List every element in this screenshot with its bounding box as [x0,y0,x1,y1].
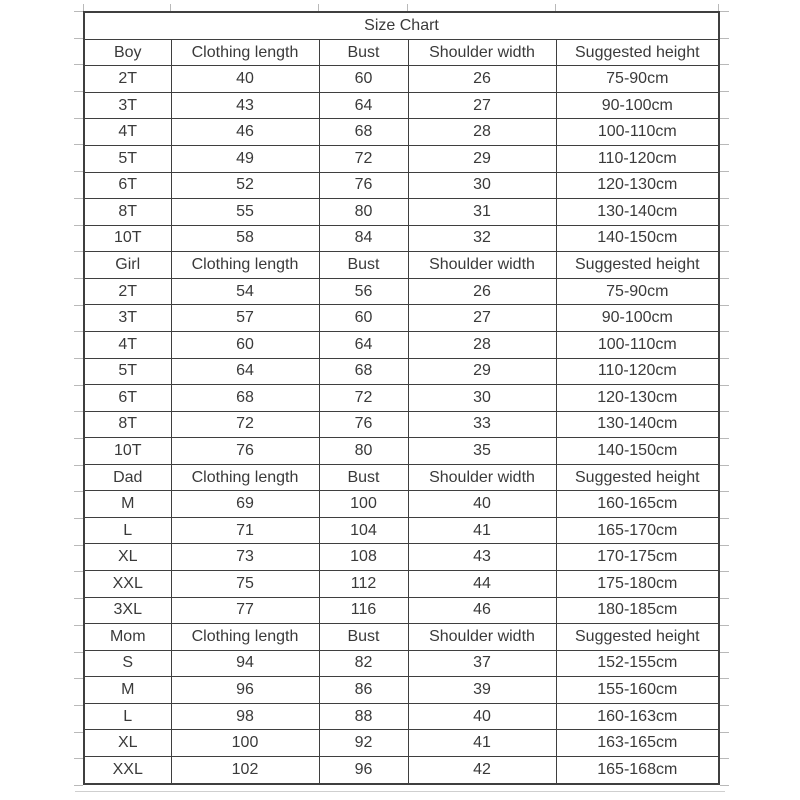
gridline-stub [720,251,729,252]
gridline-stub [720,598,729,599]
cell-value: 116 [319,597,408,624]
gridline-stub [74,251,83,252]
table-row [84,358,719,385]
cell-value: 68 [171,385,319,412]
table-row [84,571,719,598]
cell-value: 77 [171,597,319,624]
cell-value: 155-160cm [556,677,719,704]
cell-value: 58 [171,225,319,252]
gridline-stub [720,785,729,786]
cell-value: 26 [408,66,556,93]
table-row [84,119,719,146]
gridline-stub [74,144,83,145]
size-chart-table [83,11,720,785]
cell-value: 31 [408,199,556,226]
gridline-stub [74,358,83,359]
cell-value: 86 [319,677,408,704]
table-row [84,305,719,332]
gridline-stub [74,305,83,306]
gridline-stub [74,411,83,412]
table-row [84,172,719,199]
gridline-stub [74,598,83,599]
column-header: Clothing length [171,464,319,491]
cell-size: S [84,650,171,677]
cell-value: 27 [408,305,556,332]
gridline-stub [74,171,83,172]
cell-size: L [84,703,171,730]
column-header: Shoulder width [408,252,556,279]
gridline-stub [74,705,83,706]
cell-size: XXL [84,571,171,598]
gridline-stub [74,198,83,199]
cell-size: 8T [84,411,171,438]
column-header: Bust [319,39,408,66]
cell-value: 104 [319,517,408,544]
cell-value: 90-100cm [556,305,719,332]
section-label-dad: Dad [84,464,171,491]
table-row [84,730,719,757]
section-header-row [84,252,719,279]
gridline-stub [407,4,408,11]
cell-value: 32 [408,225,556,252]
gridline-stub [318,4,319,11]
column-header: Bust [319,624,408,651]
gridline-stub [74,518,83,519]
cell-value: 29 [408,358,556,385]
cell-value: 49 [171,146,319,173]
gridline-stub [720,11,729,12]
cell-value: 120-130cm [556,385,719,412]
cell-size: M [84,491,171,518]
cell-size: 10T [84,438,171,465]
column-header: Suggested height [556,624,719,651]
cell-value: 56 [319,278,408,305]
column-header: Bust [319,252,408,279]
gridline-stub [74,545,83,546]
column-header: Bust [319,464,408,491]
gridline-stub [718,4,719,11]
cell-size: M [84,677,171,704]
gridline-stub [74,758,83,759]
cell-value: 94 [171,650,319,677]
cell-value: 46 [171,119,319,146]
table-row [84,491,719,518]
gridline-stub [74,331,83,332]
cell-value: 96 [319,756,408,784]
column-header: Shoulder width [408,464,556,491]
section-label-girl: Girl [84,252,171,279]
gridline-stub [74,465,83,466]
cell-value: 82 [319,650,408,677]
cell-value: 75-90cm [556,66,719,93]
cell-value: 55 [171,199,319,226]
table-row [84,756,719,784]
cell-value: 30 [408,385,556,412]
table-row [84,650,719,677]
cell-value: 110-120cm [556,146,719,173]
column-header: Suggested height [556,39,719,66]
cell-value: 108 [319,544,408,571]
cell-value: 165-170cm [556,517,719,544]
cell-value: 100-110cm [556,331,719,358]
section-label-mom: Mom [84,624,171,651]
column-header: Suggested height [556,252,719,279]
gridline-stub [720,758,729,759]
gridline-stub [74,438,83,439]
gridline-stub [720,411,729,412]
gridline-stub [720,305,729,306]
cell-value: 42 [408,756,556,784]
cell-size: XL [84,730,171,757]
cell-size: 3T [84,92,171,119]
column-header: Shoulder width [408,39,556,66]
cell-value: 152-155cm [556,650,719,677]
cell-value: 26 [408,278,556,305]
cell-value: 100-110cm [556,119,719,146]
gridline-stub [74,91,83,92]
gridline-stub [74,678,83,679]
cell-value: 33 [408,411,556,438]
cell-value: 76 [171,438,319,465]
cell-size: L [84,517,171,544]
cell-value: 68 [319,119,408,146]
table-row [84,411,719,438]
cell-value: 180-185cm [556,597,719,624]
gridline-stub [720,571,729,572]
cell-value: 84 [319,225,408,252]
cell-size: 5T [84,146,171,173]
cell-value: 43 [171,92,319,119]
cell-value: 35 [408,438,556,465]
table-row [84,385,719,412]
cell-value: 76 [319,172,408,199]
section-header-row [84,39,719,66]
cell-value: 98 [171,703,319,730]
cell-value: 120-130cm [556,172,719,199]
gridline-stub [74,225,83,226]
title-row [84,12,719,39]
cell-value: 140-150cm [556,225,719,252]
section-header-row [84,624,719,651]
cell-value: 54 [171,278,319,305]
gridline-stub [720,38,729,39]
table-row [84,225,719,252]
gridline-stub [720,705,729,706]
gridline-stub [720,518,729,519]
cell-value: 90-100cm [556,92,719,119]
cell-value: 72 [319,146,408,173]
cell-value: 46 [408,597,556,624]
table-row [84,677,719,704]
cell-value: 170-175cm [556,544,719,571]
cell-size: 4T [84,119,171,146]
cell-value: 165-168cm [556,756,719,784]
gridline-stub [74,278,83,279]
gridline-stub [74,38,83,39]
cell-value: 37 [408,650,556,677]
gridline-stub [720,331,729,332]
cell-value: 69 [171,491,319,518]
gridline-stub [720,491,729,492]
cell-value: 28 [408,331,556,358]
cell-size: 3XL [84,597,171,624]
cell-value: 110-120cm [556,358,719,385]
cell-value: 100 [319,491,408,518]
cell-value: 130-140cm [556,199,719,226]
cell-size: 6T [84,172,171,199]
cell-value: 39 [408,677,556,704]
cell-size: 8T [84,199,171,226]
cell-value: 76 [319,411,408,438]
gridline-stub [720,358,729,359]
cell-value: 28 [408,119,556,146]
gridline-stub [720,625,729,626]
gridline-stub [720,225,729,226]
cell-value: 41 [408,730,556,757]
cell-size: 2T [84,278,171,305]
cell-value: 44 [408,571,556,598]
gridline-stub [720,91,729,92]
gridline-stub [720,438,729,439]
gridline-stub [75,791,725,792]
cell-size: 6T [84,385,171,412]
table-row [84,438,719,465]
cell-value: 102 [171,756,319,784]
cell-value: 112 [319,571,408,598]
gridline-stub [83,4,84,11]
cell-size: 3T [84,305,171,332]
cell-value: 72 [171,411,319,438]
cell-value: 40 [408,491,556,518]
cell-value: 100 [171,730,319,757]
table-row [84,517,719,544]
cell-size: 2T [84,66,171,93]
cell-value: 140-150cm [556,438,719,465]
cell-value: 130-140cm [556,411,719,438]
table-row [84,331,719,358]
cell-value: 52 [171,172,319,199]
table-row [84,278,719,305]
column-header: Suggested height [556,464,719,491]
cell-value: 175-180cm [556,571,719,598]
table-row [84,544,719,571]
cell-value: 80 [319,438,408,465]
cell-value: 73 [171,544,319,571]
cell-value: 64 [171,358,319,385]
column-header: Clothing length [171,39,319,66]
gridline-stub [74,571,83,572]
gridline-stub [170,4,171,11]
gridline-stub [555,4,556,11]
section-label-boy: Boy [84,39,171,66]
cell-size: XL [84,544,171,571]
cell-value: 27 [408,92,556,119]
cell-value: 68 [319,358,408,385]
cell-value: 160-165cm [556,491,719,518]
gridline-stub [74,118,83,119]
table-row [84,199,719,226]
table-row [84,92,719,119]
gridline-stub [74,385,83,386]
cell-value: 96 [171,677,319,704]
gridline-stub [720,278,729,279]
gridline-stub [720,385,729,386]
table-row [84,146,719,173]
gridline-stub [720,545,729,546]
chart-title: Size Chart [84,12,719,39]
gridline-stub [720,118,729,119]
cell-value: 29 [408,146,556,173]
table-row [84,66,719,93]
cell-value: 64 [319,331,408,358]
gridline-stub [720,198,729,199]
cell-value: 43 [408,544,556,571]
gridline-stub [720,465,729,466]
cell-size: 10T [84,225,171,252]
cell-size: 5T [84,358,171,385]
cell-value: 88 [319,703,408,730]
cell-value: 71 [171,517,319,544]
cell-value: 72 [319,385,408,412]
cell-value: 64 [319,92,408,119]
cell-value: 40 [171,66,319,93]
cell-value: 40 [408,703,556,730]
gridline-stub [720,732,729,733]
column-header: Clothing length [171,252,319,279]
gridline-stub [720,678,729,679]
cell-value: 163-165cm [556,730,719,757]
cell-value: 57 [171,305,319,332]
gridline-stub [720,64,729,65]
gridline-stub [720,652,729,653]
cell-size: XXL [84,756,171,784]
table-row [84,703,719,730]
gridline-stub [74,491,83,492]
cell-value: 160-163cm [556,703,719,730]
cell-value: 60 [319,66,408,93]
cell-value: 75 [171,571,319,598]
gridline-stub [74,732,83,733]
section-header-row [84,464,719,491]
cell-size: 4T [84,331,171,358]
cell-value: 30 [408,172,556,199]
gridline-stub [74,625,83,626]
gridline-stub [74,64,83,65]
gridline-stub [720,171,729,172]
gridline-stub [74,785,83,786]
column-header: Shoulder width [408,624,556,651]
table-row [84,597,719,624]
column-header: Clothing length [171,624,319,651]
cell-value: 80 [319,199,408,226]
cell-value: 60 [319,305,408,332]
gridline-stub [74,652,83,653]
cell-value: 41 [408,517,556,544]
cell-value: 75-90cm [556,278,719,305]
cell-value: 92 [319,730,408,757]
cell-value: 60 [171,331,319,358]
gridline-stub [74,11,83,12]
gridline-stub [720,144,729,145]
